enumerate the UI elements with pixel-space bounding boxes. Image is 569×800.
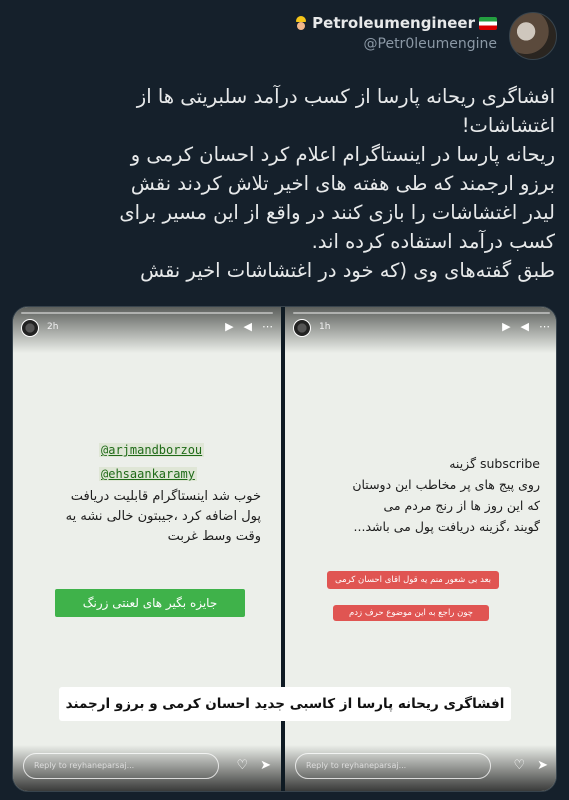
story-avatar <box>21 319 39 337</box>
author-info <box>294 14 497 52</box>
author-avatar[interactable] <box>509 12 557 60</box>
iran-flag-icon <box>479 17 497 30</box>
overlay-caption: افشاگری ریحانه پارسا از کاسبی جدید احسان کرمی و برزو ارجمند <box>59 687 511 721</box>
author-name-text: Petroleumengineer <box>312 14 475 32</box>
tweet-text <box>14 82 555 285</box>
story-avatar <box>293 319 311 337</box>
story-reply-input: Reply to reyhaneparsaj... <box>23 753 219 779</box>
green-label: جایزه بگیر های لعنتی زرنگ <box>55 589 245 617</box>
story-top-bar <box>285 307 557 353</box>
red-reply-box-2: چون راجع به این موضوع حرف زدم <box>333 605 489 621</box>
tweet-line-4: برزو ارجمند که طی هفته های اخیر تلاش کردند نقش <box>130 172 555 195</box>
send-icon: ➤ <box>537 758 548 773</box>
tweet-media[interactable] <box>12 306 557 792</box>
story-right-text <box>300 453 540 537</box>
mute-icon: ◀ <box>520 320 529 333</box>
play-icon: ▶ <box>502 320 511 333</box>
tweet-line-5: لیدر اغتشاشات را بازی کنند در واقع از این مسیر برای <box>119 201 555 224</box>
story-right-line-2: روی پیج های پر مخاطب این دوستان <box>352 477 540 492</box>
story-reply-input: Reply to reyhaneparsaj... <box>295 753 491 779</box>
story-controls <box>225 320 273 333</box>
story-top-bar <box>13 307 281 353</box>
story-reply-icons <box>513 758 548 773</box>
story-reply-icons <box>236 758 271 773</box>
tweet-line-6: کسب درآمد استفاده کرده اند. <box>311 230 555 253</box>
story-left-line-3: وقت وسط غربت <box>167 529 261 544</box>
story-bottom-bar <box>13 745 281 791</box>
tweet-line-2: اغتشاشات! <box>461 114 555 137</box>
author-handle[interactable]: @Petr0leumengine <box>363 36 497 52</box>
more-icon: ⋯ <box>539 320 550 333</box>
heart-icon: ♡ <box>513 758 526 773</box>
story-progress-bar <box>293 312 550 314</box>
story-controls <box>502 320 550 333</box>
story-right-line-4: گویند ،گزینه دریافت پول می باشد... <box>353 519 540 534</box>
mute-icon: ◀ <box>243 320 252 333</box>
story-progress-bar <box>21 312 273 314</box>
tweet-line-3: ریحانه پارسا در اینستاگرام اعلام کرد احسان کرمی و <box>130 143 555 166</box>
more-icon: ⋯ <box>262 320 273 333</box>
story-left-line-2: پول اضافه کرد ،جیبتون خالی نشه یه <box>65 509 261 524</box>
heart-icon: ♡ <box>236 758 249 773</box>
tweet-line-1: افشاگری ریحانه پارسا از کسب درآمد سلبریتی ها از <box>136 85 555 108</box>
story-time: 1h <box>319 322 331 332</box>
story-bottom-bar <box>285 745 557 791</box>
construction-worker-icon <box>294 16 308 30</box>
red-reply-box-1: بعد بی شعور منم یه قول اقای احسان کرمی <box>327 571 499 589</box>
send-icon: ➤ <box>260 758 271 773</box>
tweet-line-7: طبق گفته‌های وی (که خود در اغتشاشات اخیر نقش <box>140 259 555 282</box>
play-icon: ▶ <box>225 320 234 333</box>
author-display-name[interactable] <box>294 14 497 32</box>
mention-ehsaankaramy: @ehsaankaramy <box>101 467 195 481</box>
story-right-line-1: subscribe گزینه <box>449 456 540 471</box>
story-left-line-1: خوب شد اینستاگرام قابلیت دریافت <box>70 489 261 504</box>
story-right-line-3: که این روز ها از رنج مردم می <box>383 498 540 513</box>
story-time: 2h <box>47 322 59 332</box>
story-left-text <box>33 487 261 547</box>
mention-arjmandborzou: @arjmandborzou <box>101 443 203 457</box>
